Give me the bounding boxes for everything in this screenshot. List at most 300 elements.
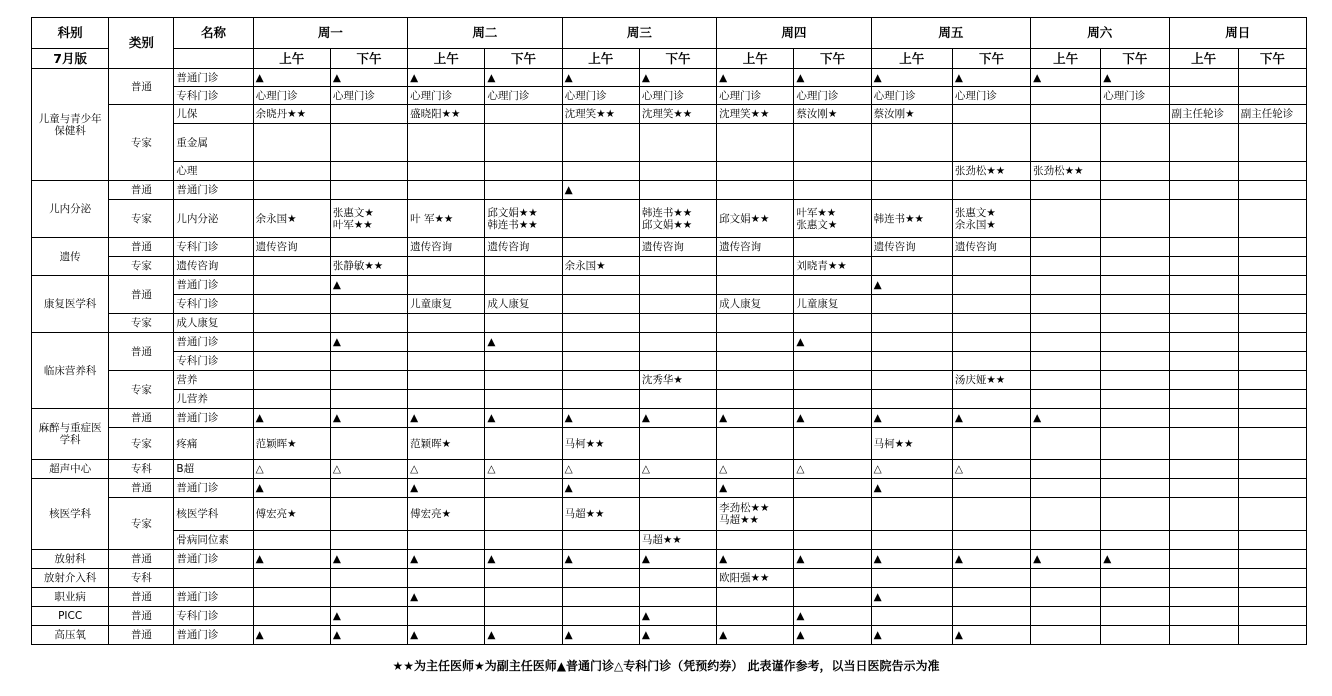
session-cell: [717, 588, 794, 607]
clinic-name-cell: 儿营养: [174, 390, 253, 409]
session-cell: [1031, 314, 1101, 333]
session-cell: [639, 295, 716, 314]
session-cell: ▲: [717, 479, 794, 498]
session-cell: △: [485, 460, 562, 479]
dept-cell: 儿内分泌: [32, 181, 109, 238]
dept-cell: 职业病: [32, 588, 109, 607]
session-cell: [1238, 162, 1306, 181]
session-cell: [639, 352, 716, 371]
session-cell: [485, 124, 562, 162]
clinic-name-cell: 专科门诊: [174, 607, 253, 626]
session-cell: ▲: [639, 69, 716, 87]
session-cell: ▲: [794, 626, 871, 645]
session-cell: [1031, 295, 1101, 314]
session-cell: [485, 105, 562, 124]
session-cell: [1031, 531, 1101, 550]
header-day-wed: 周三: [562, 18, 716, 49]
session-cell: [253, 314, 330, 333]
session-cell: [408, 257, 485, 276]
session-cell: [1169, 409, 1238, 428]
session-cell: [794, 162, 871, 181]
category-cell: 专科: [109, 460, 174, 479]
session-cell: [871, 607, 952, 626]
header-row-days: [32, 18, 1307, 49]
session-cell: [794, 588, 871, 607]
session-cell: [952, 531, 1030, 550]
session-cell: ▲: [562, 409, 639, 428]
session-cell: [1031, 238, 1101, 257]
session-cell: [1031, 588, 1101, 607]
session-cell: 遗传咨询: [952, 238, 1030, 257]
session-cell: [794, 276, 871, 295]
session-cell: [1101, 352, 1169, 371]
session-cell: ▲: [408, 626, 485, 645]
session-cell: [1101, 200, 1169, 238]
clinic-name-cell: 儿保: [174, 105, 253, 124]
category-cell: 普通: [109, 626, 174, 645]
session-cell: 叶军★★ 张惠文★: [794, 200, 871, 238]
session-cell: [717, 371, 794, 390]
session-cell: ▲: [717, 69, 794, 87]
session-cell: [485, 181, 562, 200]
session-cell: [1169, 162, 1238, 181]
header-am: 上午: [562, 49, 639, 69]
session-cell: [1101, 498, 1169, 531]
clinic-name-cell: 普通门诊: [174, 588, 253, 607]
session-cell: [1169, 569, 1238, 588]
schedule-row: [32, 200, 1307, 238]
session-cell: [639, 588, 716, 607]
session-cell: 心理门诊: [562, 87, 639, 105]
session-cell: ▲: [330, 550, 407, 569]
session-cell: [1101, 238, 1169, 257]
session-cell: 余晓丹★★: [253, 105, 330, 124]
session-cell: [1169, 314, 1238, 333]
session-cell: [639, 498, 716, 531]
session-cell: ▲: [485, 550, 562, 569]
session-cell: [639, 257, 716, 276]
session-cell: △: [330, 460, 407, 479]
session-cell: ▲: [408, 479, 485, 498]
session-cell: [1101, 333, 1169, 352]
category-cell: 普通: [109, 479, 174, 498]
session-cell: [952, 569, 1030, 588]
session-cell: [1238, 607, 1306, 626]
session-cell: ▲: [871, 276, 952, 295]
session-cell: [1238, 479, 1306, 498]
session-cell: [871, 498, 952, 531]
session-cell: 欧阳强★★: [717, 569, 794, 588]
session-cell: [562, 124, 639, 162]
session-cell: ▲: [717, 626, 794, 645]
session-cell: [253, 124, 330, 162]
session-cell: 张劲松★★: [1031, 162, 1101, 181]
session-cell: [253, 569, 330, 588]
session-cell: ▲: [562, 550, 639, 569]
session-cell: 遗传咨询: [485, 238, 562, 257]
clinic-name-cell: B超: [174, 460, 253, 479]
clinic-name-cell: 专科门诊: [174, 87, 253, 105]
session-cell: [952, 295, 1030, 314]
session-cell: [794, 181, 871, 200]
session-cell: [794, 428, 871, 460]
session-cell: [639, 428, 716, 460]
session-cell: ▲: [253, 479, 330, 498]
dept-cell: 康复医学科: [32, 276, 109, 333]
session-cell: [1101, 479, 1169, 498]
session-cell: [485, 428, 562, 460]
session-cell: [408, 371, 485, 390]
schedule-body: [32, 18, 1307, 645]
session-cell: ▲: [871, 409, 952, 428]
session-cell: ▲: [408, 588, 485, 607]
session-cell: ▲: [408, 550, 485, 569]
session-cell: ▲: [639, 626, 716, 645]
session-cell: [1101, 105, 1169, 124]
session-cell: ▲: [794, 333, 871, 352]
session-cell: [639, 390, 716, 409]
session-cell: [1031, 124, 1101, 162]
clinic-name-cell: 普通门诊: [174, 626, 253, 645]
session-cell: [562, 352, 639, 371]
dept-cell: 超声中心: [32, 460, 109, 479]
session-cell: 遗传咨询: [717, 238, 794, 257]
session-cell: ▲: [794, 69, 871, 87]
schedule-row: [32, 105, 1307, 124]
session-cell: [1101, 276, 1169, 295]
session-cell: [871, 124, 952, 162]
session-cell: 心理门诊: [794, 87, 871, 105]
header-pm: 下午: [639, 49, 716, 69]
session-cell: ▲: [952, 550, 1030, 569]
session-cell: 张静敏★★: [330, 257, 407, 276]
session-cell: [485, 607, 562, 626]
header-day-thu: 周四: [717, 18, 871, 49]
header-am: 上午: [871, 49, 952, 69]
session-cell: [562, 588, 639, 607]
header-name: 名称: [174, 18, 253, 49]
session-cell: 心理门诊: [871, 87, 952, 105]
session-cell: [1238, 390, 1306, 409]
session-cell: [330, 238, 407, 257]
session-cell: [408, 531, 485, 550]
session-cell: ▲: [639, 550, 716, 569]
header-day-fri: 周五: [871, 18, 1030, 49]
category-cell: 普通: [109, 409, 174, 428]
session-cell: [639, 162, 716, 181]
session-cell: 傅宏亮★: [253, 498, 330, 531]
schedule-row: [32, 588, 1307, 607]
session-cell: [1031, 498, 1101, 531]
session-cell: [330, 162, 407, 181]
session-cell: [1169, 352, 1238, 371]
session-cell: [1031, 87, 1101, 105]
session-cell: [562, 390, 639, 409]
session-cell: ▲: [639, 409, 716, 428]
session-cell: [330, 124, 407, 162]
header-pm: 下午: [1101, 49, 1169, 69]
session-cell: ▲: [253, 550, 330, 569]
session-cell: [1031, 181, 1101, 200]
schedule-row: [32, 460, 1307, 479]
session-cell: ▲: [330, 626, 407, 645]
session-cell: [485, 498, 562, 531]
header-blank: [174, 49, 253, 69]
session-cell: [253, 352, 330, 371]
session-cell: [253, 588, 330, 607]
session-cell: [330, 569, 407, 588]
header-am: 上午: [408, 49, 485, 69]
clinic-name-cell: 专科门诊: [174, 238, 253, 257]
schedule-row: [32, 498, 1307, 531]
session-cell: [408, 352, 485, 371]
session-cell: 儿童康复: [408, 295, 485, 314]
session-cell: [952, 352, 1030, 371]
session-cell: [794, 479, 871, 498]
session-cell: [1238, 276, 1306, 295]
session-cell: [1101, 569, 1169, 588]
session-cell: 叶 军★★: [408, 200, 485, 238]
session-cell: [1101, 626, 1169, 645]
session-cell: [330, 371, 407, 390]
clinic-name-cell: 普通门诊: [174, 479, 253, 498]
schedule-row: [32, 352, 1307, 371]
header-pm: 下午: [1238, 49, 1306, 69]
session-cell: [794, 498, 871, 531]
session-cell: 遗传咨询: [408, 238, 485, 257]
session-cell: [1238, 124, 1306, 162]
schedule-row: [32, 295, 1307, 314]
session-cell: [871, 531, 952, 550]
session-cell: [1238, 371, 1306, 390]
schedule-table: [31, 17, 1307, 645]
header-am: 上午: [1031, 49, 1101, 69]
session-cell: ▲: [952, 409, 1030, 428]
session-cell: 心理门诊: [952, 87, 1030, 105]
session-cell: [330, 588, 407, 607]
dept-cell: 儿童与青少年 保健科: [32, 69, 109, 181]
session-cell: △: [952, 460, 1030, 479]
category-cell: 专科: [109, 569, 174, 588]
session-cell: [871, 314, 952, 333]
schedule-row: [32, 531, 1307, 550]
session-cell: [952, 181, 1030, 200]
session-cell: ▲: [330, 276, 407, 295]
session-cell: [562, 531, 639, 550]
session-cell: [330, 295, 407, 314]
session-cell: [952, 607, 1030, 626]
session-cell: [1031, 607, 1101, 626]
header-day-mon: 周一: [253, 18, 407, 49]
category-cell: 普通: [109, 69, 174, 105]
session-cell: [952, 124, 1030, 162]
session-cell: 心理门诊: [1101, 87, 1169, 105]
session-cell: [1238, 295, 1306, 314]
session-cell: [871, 257, 952, 276]
header-am: 上午: [253, 49, 330, 69]
session-cell: [1031, 428, 1101, 460]
session-cell: [639, 333, 716, 352]
session-cell: [253, 333, 330, 352]
schedule-row: [32, 257, 1307, 276]
session-cell: 刘晓青★★: [794, 257, 871, 276]
session-cell: ▲: [330, 409, 407, 428]
session-cell: [330, 181, 407, 200]
session-cell: 心理门诊: [330, 87, 407, 105]
session-cell: [717, 352, 794, 371]
schedule-row: [32, 69, 1307, 87]
session-cell: [1169, 276, 1238, 295]
session-cell: [1169, 588, 1238, 607]
session-cell: [1238, 550, 1306, 569]
session-cell: [717, 162, 794, 181]
clinic-name-cell: 疼痛: [174, 428, 253, 460]
session-cell: 马柯★★: [871, 428, 952, 460]
session-cell: [1169, 479, 1238, 498]
session-cell: [952, 276, 1030, 295]
session-cell: [794, 371, 871, 390]
session-cell: [717, 428, 794, 460]
session-cell: [562, 333, 639, 352]
session-cell: [1238, 498, 1306, 531]
session-cell: [1238, 257, 1306, 276]
session-cell: [1169, 295, 1238, 314]
category-cell: 普通: [109, 276, 174, 314]
schedule-row: [32, 409, 1307, 428]
session-cell: 韩连书★★ 邱文娟★★: [639, 200, 716, 238]
session-cell: △: [639, 460, 716, 479]
header-am: 上午: [1169, 49, 1238, 69]
session-cell: [952, 333, 1030, 352]
session-cell: [717, 124, 794, 162]
session-cell: [485, 569, 562, 588]
session-cell: [639, 314, 716, 333]
session-cell: ▲: [485, 626, 562, 645]
session-cell: [871, 371, 952, 390]
session-cell: 心理门诊: [639, 87, 716, 105]
session-cell: [253, 531, 330, 550]
clinic-name-cell: 骨病同位素: [174, 531, 253, 550]
session-cell: [1169, 607, 1238, 626]
session-cell: 余永国★: [253, 200, 330, 238]
session-cell: 副主任轮诊: [1238, 105, 1306, 124]
session-cell: [485, 352, 562, 371]
session-cell: ▲: [408, 69, 485, 87]
session-cell: [717, 531, 794, 550]
session-cell: [562, 607, 639, 626]
category-cell: 专家: [109, 200, 174, 238]
session-cell: [1169, 460, 1238, 479]
session-cell: [717, 257, 794, 276]
session-cell: 成人康复: [717, 295, 794, 314]
session-cell: [485, 257, 562, 276]
category-cell: 专家: [109, 257, 174, 276]
header-day-tue: 周二: [408, 18, 562, 49]
clinic-name-cell: 普通门诊: [174, 333, 253, 352]
session-cell: [1238, 588, 1306, 607]
session-cell: [1101, 257, 1169, 276]
session-cell: ▲: [485, 333, 562, 352]
session-cell: [408, 390, 485, 409]
session-cell: [952, 498, 1030, 531]
session-cell: [485, 371, 562, 390]
clinic-name-cell: 心理: [174, 162, 253, 181]
category-cell: 普通: [109, 550, 174, 569]
category-cell: 普通: [109, 238, 174, 257]
session-cell: [1169, 238, 1238, 257]
session-cell: [794, 390, 871, 409]
session-cell: [871, 390, 952, 409]
session-cell: ▲: [253, 626, 330, 645]
session-cell: [485, 314, 562, 333]
session-cell: 李劲松★★ 马超★★: [717, 498, 794, 531]
session-cell: [408, 124, 485, 162]
session-cell: ▲: [1101, 69, 1169, 87]
header-am: 上午: [717, 49, 794, 69]
session-cell: 心理门诊: [717, 87, 794, 105]
session-cell: [1031, 626, 1101, 645]
session-cell: [794, 314, 871, 333]
header-day-sun: 周日: [1169, 18, 1307, 49]
session-cell: ▲: [871, 550, 952, 569]
session-cell: ▲: [871, 479, 952, 498]
dept-cell: 高压氧: [32, 626, 109, 645]
session-cell: 蔡汝刚★: [794, 105, 871, 124]
session-cell: [253, 371, 330, 390]
session-cell: [253, 276, 330, 295]
session-cell: [1031, 569, 1101, 588]
session-cell: [562, 200, 639, 238]
session-cell: [562, 276, 639, 295]
session-cell: [1238, 626, 1306, 645]
session-cell: [253, 181, 330, 200]
session-cell: ▲: [639, 607, 716, 626]
session-cell: 邱文娟★★: [717, 200, 794, 238]
session-cell: 副主任轮诊: [1169, 105, 1238, 124]
session-cell: [1169, 550, 1238, 569]
session-cell: [562, 371, 639, 390]
category-cell: 普通: [109, 333, 174, 371]
session-cell: 遗传咨询: [253, 238, 330, 257]
session-cell: [639, 569, 716, 588]
session-cell: 汤庆娅★★: [952, 371, 1030, 390]
session-cell: [485, 276, 562, 295]
session-cell: ▲: [253, 409, 330, 428]
category-cell: 专家: [109, 314, 174, 333]
session-cell: ▲: [485, 409, 562, 428]
session-cell: [952, 428, 1030, 460]
session-cell: [1031, 276, 1101, 295]
session-cell: 韩连书★★: [871, 200, 952, 238]
session-cell: [1031, 105, 1101, 124]
schedule-row: [32, 371, 1307, 390]
session-cell: [1169, 181, 1238, 200]
session-cell: △: [408, 460, 485, 479]
session-cell: [1101, 295, 1169, 314]
session-cell: △: [717, 460, 794, 479]
session-cell: [1031, 390, 1101, 409]
session-cell: [639, 181, 716, 200]
clinic-name-cell: 核医学科: [174, 498, 253, 531]
session-cell: [1101, 409, 1169, 428]
dept-cell: 遗传: [32, 238, 109, 276]
clinic-name-cell: 遗传咨询: [174, 257, 253, 276]
session-cell: [1238, 460, 1306, 479]
schedule-row: [32, 550, 1307, 569]
clinic-name-cell: 专科门诊: [174, 352, 253, 371]
session-cell: 盛晓阳★★: [408, 105, 485, 124]
session-cell: ▲: [485, 69, 562, 87]
